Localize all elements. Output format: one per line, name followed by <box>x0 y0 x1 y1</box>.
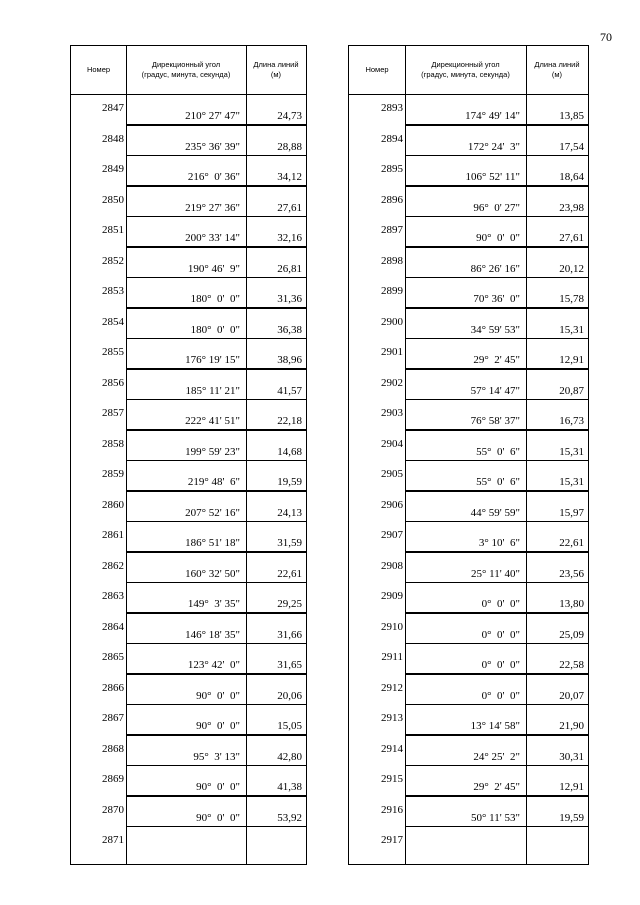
direction-angle: 90° 0' 0" <box>196 689 240 702</box>
point-number: 2863 <box>102 590 124 602</box>
line-length: 27,61 <box>559 232 584 244</box>
direction-angle: 50° 11' 53" <box>471 811 520 824</box>
direction-angle: 180° 0' 0" <box>190 293 240 305</box>
point-number: 2852 <box>102 254 124 267</box>
direction-angle: 160° 32' 50" <box>185 567 240 580</box>
direction-angle: 200° 33' 14" <box>185 232 240 244</box>
line-length: 16,73 <box>559 415 584 427</box>
direction-angle: 123° 42' 0" <box>187 659 240 671</box>
direction-angle: 149° 3' 35" <box>187 598 240 610</box>
point-number: 2871 <box>102 834 124 846</box>
direction-angle: 90° 0' 0" <box>196 781 240 793</box>
point-number: 2869 <box>102 773 124 785</box>
line-length: 15,31 <box>559 323 584 336</box>
line-length: 26,81 <box>277 262 302 275</box>
line-length: 12,91 <box>559 781 584 793</box>
line-length: 24,73 <box>277 110 302 122</box>
direction-angle: 222° 41' 51" <box>185 415 240 427</box>
point-number: 2848 <box>102 132 124 145</box>
direction-angle: 29° 2' 45" <box>473 781 520 793</box>
point-number: 2849 <box>102 163 124 175</box>
point-number: 2865 <box>102 651 124 663</box>
direction-angle: 180° 0' 0" <box>190 323 240 336</box>
direction-angle: 216° 0' 36" <box>187 171 240 183</box>
point-number: 2912 <box>381 681 403 694</box>
header-number: Номер <box>365 65 389 74</box>
direction-angle: 174° 49' 14" <box>465 110 520 122</box>
direction-angle: 3° 10' 6" <box>478 537 520 549</box>
direction-angle: 172° 24' 3" <box>467 140 520 153</box>
line-length: 15,31 <box>559 445 584 458</box>
direction-angle: 199° 59' 23" <box>185 445 240 458</box>
header-length: Длина линий (м) <box>253 60 299 79</box>
line-length: 25,09 <box>559 628 584 641</box>
line-length: 17,54 <box>559 140 584 153</box>
point-number: 2895 <box>381 163 403 175</box>
direction-angle: 13° 14' 58" <box>470 720 520 732</box>
header-angle: Дирекционный угол (градус, минута, секунда) <box>421 60 510 79</box>
line-length: 18,64 <box>559 171 584 183</box>
direction-angle: 34° 59' 53" <box>470 323 520 336</box>
line-length: 15,31 <box>559 476 584 488</box>
direction-angle: 235° 36' 39" <box>185 140 240 153</box>
direction-angle: 76° 58' 37" <box>470 415 520 427</box>
point-number: 2860 <box>102 498 124 511</box>
line-length: 41,38 <box>277 781 302 793</box>
direction-angle: 219° 48' 6" <box>187 476 240 488</box>
direction-angle: 70° 36' 0" <box>473 293 520 305</box>
direction-angle: 96° 0' 27" <box>473 201 520 214</box>
point-number: 2900 <box>381 315 403 328</box>
direction-angle: 55° 0' 6" <box>476 445 520 458</box>
line-length: 19,59 <box>559 811 584 824</box>
line-length: 13,80 <box>559 598 584 610</box>
point-number: 2866 <box>102 681 124 694</box>
direction-angle: 219° 27' 36" <box>185 201 240 214</box>
direction-angle: 90° 0' 0" <box>476 232 520 244</box>
direction-angle: 57° 14' 47" <box>470 384 520 397</box>
direction-angle: 0° 0' 0" <box>481 689 520 702</box>
line-length: 31,36 <box>277 293 302 305</box>
line-length: 13,85 <box>559 110 584 122</box>
line-length: 42,80 <box>277 750 302 763</box>
point-number: 2856 <box>102 376 124 389</box>
direction-angle: 55° 0' 6" <box>476 476 520 488</box>
direction-angle: 0° 0' 0" <box>481 659 520 671</box>
point-number: 2896 <box>381 193 403 206</box>
direction-angle: 44° 59' 59" <box>470 506 520 519</box>
point-number: 2864 <box>102 620 124 633</box>
direction-angle: 25° 11' 40" <box>471 567 520 580</box>
point-number: 2857 <box>102 407 124 419</box>
point-number: 2851 <box>102 224 124 236</box>
point-number: 2855 <box>102 346 124 358</box>
direction-angle: 90° 0' 0" <box>196 720 240 732</box>
point-number: 2917 <box>381 834 403 846</box>
point-number: 2904 <box>381 437 403 450</box>
point-number: 2902 <box>381 376 403 389</box>
direction-angle: 24° 25' 2" <box>473 750 520 763</box>
table-header <box>71 46 306 95</box>
line-length: 29,25 <box>277 598 302 610</box>
point-number: 2898 <box>381 254 403 267</box>
table-header <box>349 46 588 95</box>
point-number: 2861 <box>102 529 124 541</box>
point-number: 2897 <box>381 224 403 236</box>
point-number: 2903 <box>381 407 403 419</box>
point-number: 2913 <box>381 712 403 724</box>
direction-angle: 186° 51' 18" <box>185 537 240 549</box>
line-length: 31,59 <box>277 537 302 549</box>
line-length: 27,61 <box>277 201 302 214</box>
direction-angle: 29° 2' 45" <box>473 354 520 366</box>
line-length: 24,13 <box>277 506 302 519</box>
point-number: 2911 <box>381 651 403 663</box>
direction-angle: 207° 52' 16" <box>185 506 240 519</box>
point-number: 2894 <box>381 132 403 145</box>
line-length: 28,88 <box>277 140 302 153</box>
header-number: Номер <box>86 65 111 74</box>
point-number: 2853 <box>102 285 124 297</box>
line-length: 34,12 <box>277 171 302 183</box>
line-length: 20,06 <box>277 689 302 702</box>
point-number: 2910 <box>381 620 403 633</box>
coordinates-table-left <box>70 45 307 865</box>
direction-angle: 190° 46' 9" <box>187 262 240 275</box>
point-number: 2908 <box>381 559 403 572</box>
line-length: 32,16 <box>277 232 302 244</box>
direction-angle: 90° 0' 0" <box>196 811 240 824</box>
point-number: 2914 <box>381 742 403 755</box>
point-number: 2862 <box>102 559 124 572</box>
point-number: 2907 <box>381 529 403 541</box>
direction-angle: 86° 26' 16" <box>470 262 520 275</box>
line-length: 15,78 <box>559 293 584 305</box>
header-length: Длина линий (м) <box>534 60 580 79</box>
line-length: 41,57 <box>277 384 302 397</box>
point-number: 2867 <box>102 712 124 724</box>
point-number: 2858 <box>102 437 124 450</box>
line-length: 20,87 <box>559 384 584 397</box>
line-length: 23,98 <box>559 201 584 214</box>
point-number: 2870 <box>102 803 124 816</box>
line-length: 38,96 <box>277 354 302 366</box>
line-length: 20,07 <box>559 689 584 702</box>
page-number: 70 <box>600 30 612 44</box>
line-length: 15,97 <box>559 506 584 519</box>
direction-angle: 95° 3' 13" <box>193 750 240 763</box>
direction-angle: 146° 18' 35" <box>185 628 240 641</box>
line-length: 21,90 <box>559 720 584 732</box>
header-angle: Дирекционный угол (градус, минута, секунда) <box>141 60 231 79</box>
line-length: 31,66 <box>277 628 302 641</box>
direction-angle: 210° 27' 47" <box>185 110 240 122</box>
point-number: 2909 <box>381 590 403 602</box>
point-number: 2847 <box>102 102 124 114</box>
direction-angle: 176° 19' 15" <box>185 354 240 366</box>
line-length: 31,65 <box>277 659 302 671</box>
line-length: 19,59 <box>277 476 302 488</box>
point-number: 2905 <box>381 468 403 480</box>
line-length: 22,58 <box>559 659 584 671</box>
line-length: 30,31 <box>559 750 584 763</box>
direction-angle: 185° 11' 21" <box>185 384 240 397</box>
line-length: 22,61 <box>559 537 584 549</box>
point-number: 2915 <box>381 773 403 785</box>
line-length: 14,68 <box>277 445 302 458</box>
line-length: 12,91 <box>559 354 584 366</box>
line-length: 36,38 <box>277 323 302 336</box>
point-number: 2859 <box>102 468 124 480</box>
point-number: 2893 <box>381 102 403 114</box>
point-number: 2854 <box>102 315 124 328</box>
point-number: 2868 <box>102 742 124 755</box>
line-length: 20,12 <box>559 262 584 275</box>
point-number: 2916 <box>381 803 403 816</box>
direction-angle: 0° 0' 0" <box>481 598 520 610</box>
direction-angle: 0° 0' 0" <box>481 628 520 641</box>
point-number: 2899 <box>381 285 403 297</box>
direction-angle: 106° 52' 11" <box>465 171 520 183</box>
point-number: 2906 <box>381 498 403 511</box>
line-length: 22,61 <box>277 567 302 580</box>
point-number: 2901 <box>381 346 403 358</box>
line-length: 23,56 <box>559 567 584 580</box>
line-length: 53,92 <box>277 811 302 824</box>
coordinates-table-right <box>348 45 589 865</box>
point-number: 2850 <box>102 193 124 206</box>
line-length: 15,05 <box>277 720 302 732</box>
line-length: 22,18 <box>277 415 302 427</box>
